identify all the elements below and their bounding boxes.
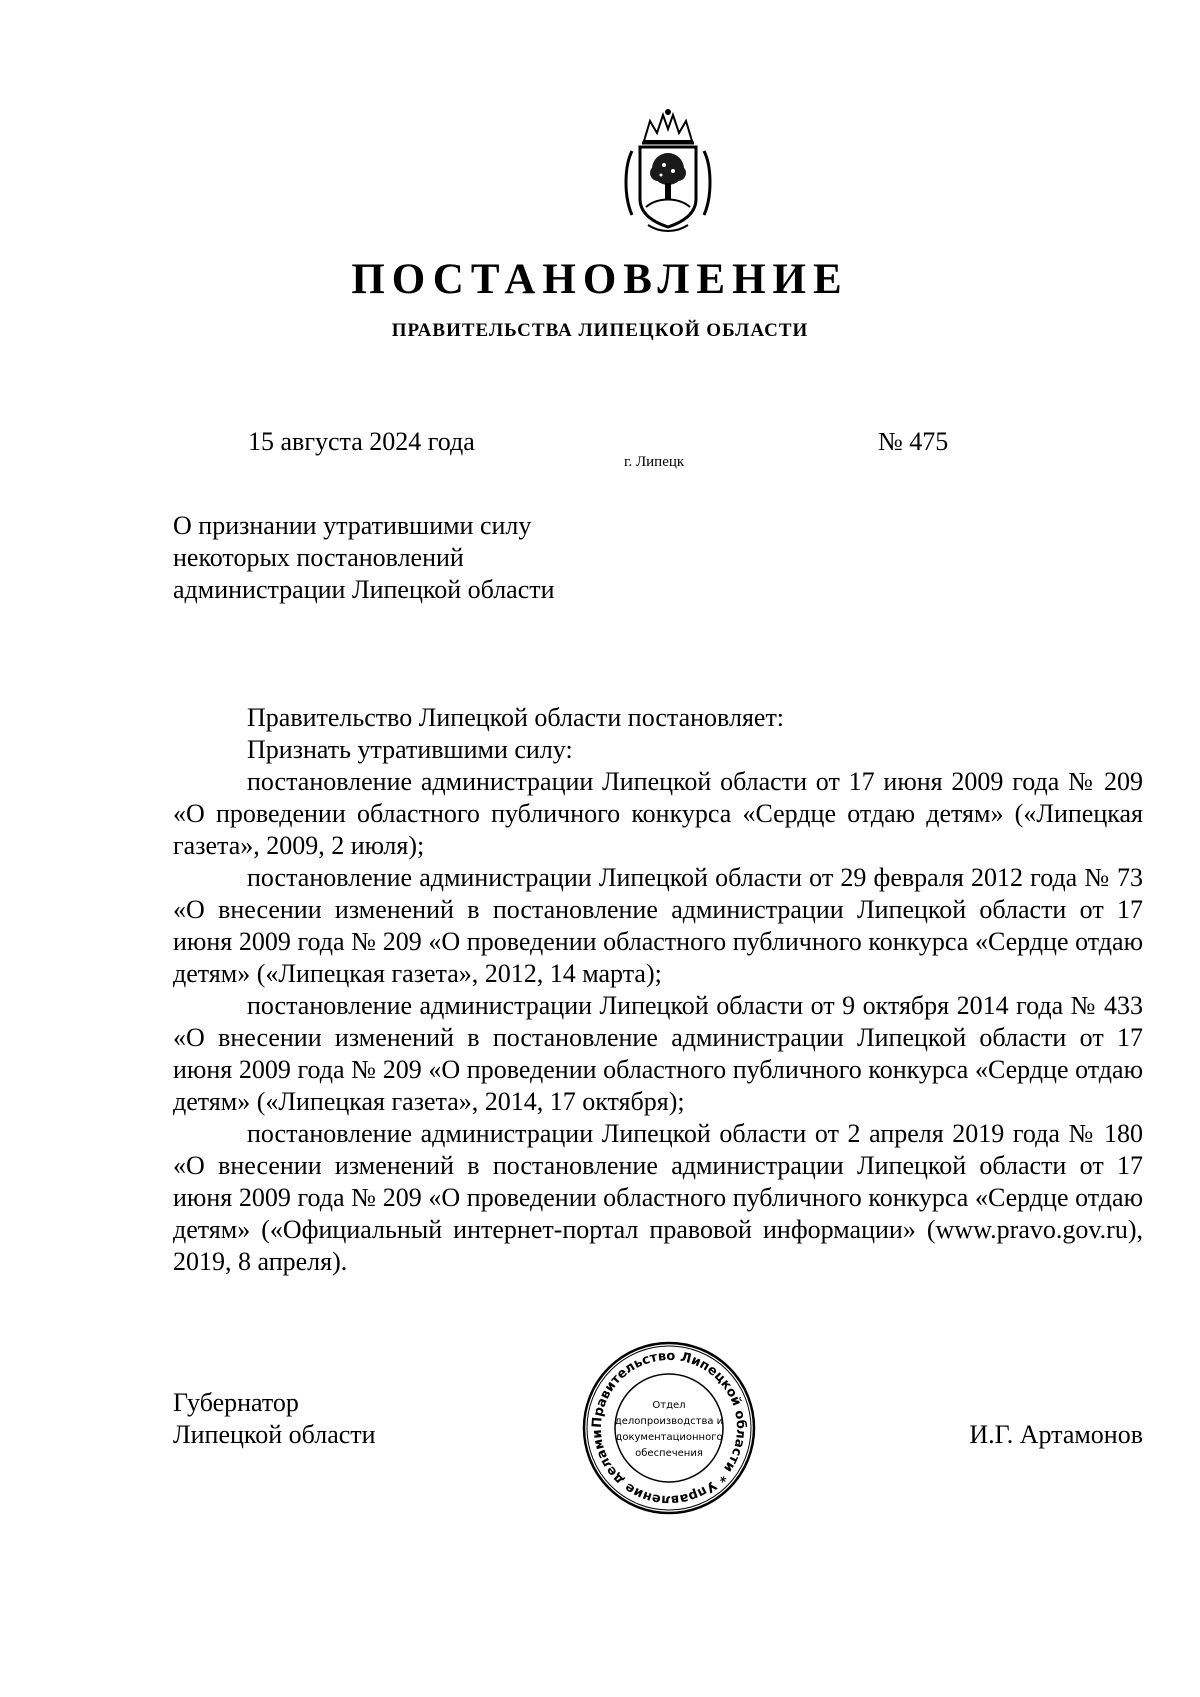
body-paragraph: Признать утратившими силу: <box>247 735 573 764</box>
subject-line: некоторых постановлений <box>173 543 464 572</box>
stamp-inner-line: Отдел <box>652 1400 686 1411</box>
subject-line: администрации Липецкой области <box>173 575 555 604</box>
document-date: 15 августа 2024 года <box>248 427 475 456</box>
signatory-position-line: Губернатор <box>173 1388 299 1417</box>
body-paragraph: постановление администрации Липецкой области от 9 октября 2014 года № 433 «О внесении изменений в постановление администрации Липецкой области от 17 июня 2009 года № 209 «О проведении областного публичного конкурса «Сердце отдаю детям» («Липецкая газета», 2014, 17 октября); <box>173 991 1143 1116</box>
document-subject <box>173 510 555 606</box>
stamp-inner-line: обеспечения <box>635 1448 703 1459</box>
stamp-outer-text: Правительство Липецкой области * Управление делами <box>589 1348 749 1508</box>
document-title: ПОСТАНОВЛЕНИЕ <box>351 256 849 303</box>
subject-line: О признании утратившими силу <box>173 511 532 540</box>
document-city: г. Липецк <box>624 454 685 470</box>
body-paragraph: Правительство Липецкой области постановляет: <box>247 703 785 732</box>
stamp-inner-line: документационного <box>615 1432 723 1443</box>
document-number: № 475 <box>878 427 949 456</box>
body-paragraph: постановление администрации Липецкой области от 2 апреля 2019 года № 180 «О внесении изменений в постановление администрации Липецкой области от 17 июня 2009 года № 209 «О проведении областного публичного конкурса «Сердце отдаю детям» («Официальный интернет-портал правовой информации» (www.pravo.gov.ru), 2019, 8 апреля). <box>173 1119 1143 1276</box>
signatory-name: И.Г. Артамонов <box>969 1420 1143 1449</box>
stamp-inner-line: делопроизводства и <box>614 1416 724 1427</box>
signatory-position-line: Липецкой области <box>173 1420 376 1449</box>
document-subtitle: ПРАВИТЕЛЬСТВА ЛИПЕЦКОЙ ОБЛАСТИ <box>391 320 809 341</box>
body-paragraph: постановление администрации Липецкой области от 17 июня 2009 года № 209 «О проведении областного публичного конкурса «Сердце отдаю детям» («Липецкая газета», 2009, 2 июля); <box>173 767 1143 860</box>
signatory-position <box>173 1387 376 1451</box>
body-paragraph: постановление администрации Липецкой области от 29 февраля 2012 года № 73 «О внесении изменений в постановление администрации Липецкой области от 17 июня 2009 года № 209 «О проведении областного публичного конкурса «Сердце отдаю детям» («Липецкая газета», 2012, 14 марта); <box>173 863 1143 988</box>
document-body <box>173 702 1143 1278</box>
official-stamp <box>581 1340 757 1516</box>
coat-of-arms-icon <box>620 107 716 235</box>
